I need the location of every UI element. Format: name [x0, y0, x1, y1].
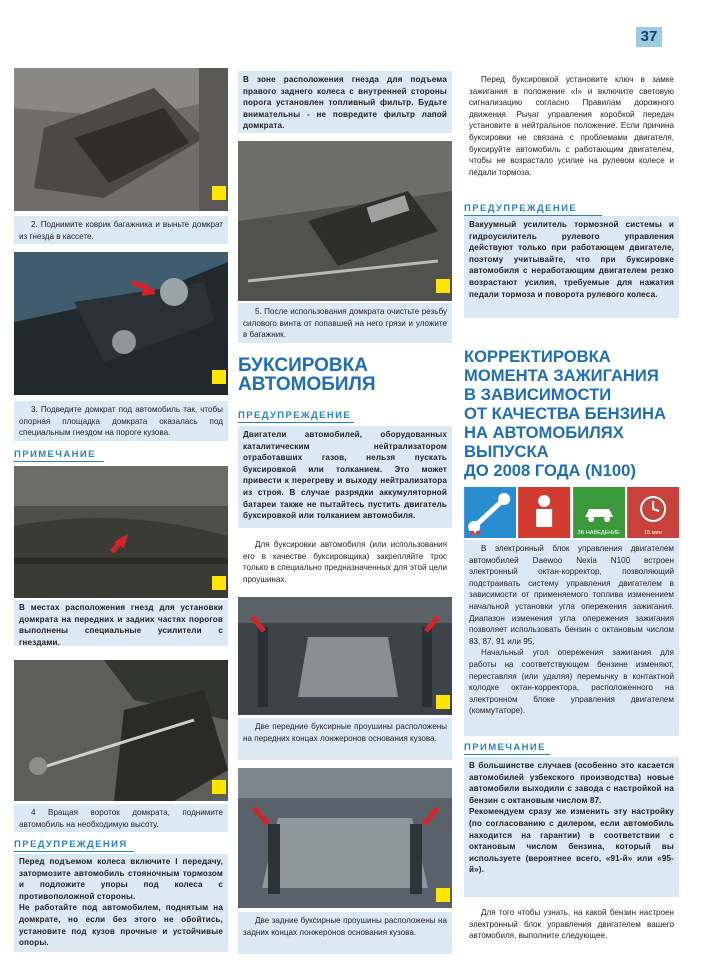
- final-instructions-text: Для того чтобы узнать, на какой бензин настроен электронный блок управления двигателем вашего автомобиля, выполните следующее.: [464, 904, 679, 952]
- section-title-ignition: КОРРЕКТИРОВКА МОМЕНТА ЗАЖИГАНИЯ В ЗАВИСИМОСТИ ОТ КАЧЕСТВА БЕНЗИНА НА АВТОМОБИЛЯХ ВЫПУСКА ДО 2008 ГОДА (N100): [464, 347, 666, 480]
- note-text-left: В местах расположения гнезд для установки домкрата на передних и задних частях порогов выполнены специальные усилители с гнездами.: [14, 600, 228, 646]
- page-number: 37: [636, 27, 662, 47]
- caption-step-3: 3. Подведите домкрат под автомобиль так, чтобы опорная площадка домкрата оказалась под специальным гнездом на пороге кузова.: [14, 401, 228, 441]
- caption-step-5: 5. После использования домкрата очистьте резьбу силового винта от попавшей на него грязи и уложите в багажник.: [238, 303, 452, 343]
- note-text-right: В большинстве случаев (особенно это касается автомобилей узбекского производства) новые автомобили выходили с завода с настройкой на бензин с октановым числом 87. Рекомендуем сразу же изменить эту настройку (по согласованию с дилером, если автомобиль находится на гарантии) в соответствии с октановым числом бензина, который вы используете (вероятнее всего, «91-й» или «95-й»).: [464, 757, 679, 897]
- wrench-tool-icon: [464, 487, 516, 538]
- fuel-filter-note: В зоне расположения гнезда для подъема правого заднего колеса с внутренней стороны порога установлен топливный фильтр. Будьте внимательны - не повредите фильтр лапой домкрата.: [238, 71, 452, 133]
- caption-front-hooks: Две передние буксирные проушины расположены на передних концах лонжеронов основания кузова.: [238, 718, 452, 760]
- tool-icons-row: [464, 487, 679, 538]
- clock-time-icon: 15 мин: [627, 487, 679, 538]
- warnings-header-left: ПРЕДУПРЕЖДЕНИЯ: [14, 839, 134, 852]
- note-header-left: ПРИМЕЧАНИЕ: [14, 449, 104, 462]
- caption-rear-hooks: Две задние буксирные проушины расположены на задних концах лонжеронов основания кузова.: [238, 912, 452, 954]
- towing-procedure-text: Перед буксировкой установите ключ в замке зажигания в положение «I» и включите световую сигнализацию согласно Правилам дорожного движения. Рычаг управления коробкой передач установите в нейтральное положение. Если причина буксировки не связана с проблемами двигателя, буксируйте автомобиль с работающим двигателем, чтобы не возрастало усилие на рулевом колесе и педали тормоза.: [464, 71, 679, 195]
- warning-header-right: ПРЕДУПРЕЖДЕНИЕ: [464, 203, 602, 216]
- photo-jack-stowed: [238, 141, 452, 301]
- car-lift-icon: ЗБ НАВЕДЕНИЕ: [573, 487, 625, 538]
- mechanic-person-icon: [518, 487, 570, 538]
- warning-text-right: Вакуумный усилитель тормозной системы и гидроусилитель рулевого управления действуют только при работающем двигателе, поэтому учитывайте, что при буксировке автомобиля с неработающим двигателем резко возрастают усилия, требуемые для нажатия педали тормоза и поворота рулевого колеса.: [464, 216, 679, 318]
- photo-jack-crank: [14, 660, 228, 801]
- photo-jack-socket: [14, 252, 228, 395]
- caption-step-4: 4 Вращая вороток домкрата, поднимите автомобиль на необходимую высоту.: [14, 804, 228, 832]
- note-header-right: ПРИМЕЧАНИЕ: [464, 742, 550, 755]
- octane-corrector-text: В электронный блок управления двигателем автомобилей Daewoo Nexia N100 встроен электронный октан-корректор, позволяющий подстраивать систему управления двигателем в зависимости от применяемого топлива изменением начальной установки угла опережения зажигания. Диапазон изменения угла опережения зажигания позволяет использовать бензин с октановым числом 83, 87, 91 или 95. Начальный угол опережения зажигания для работы на соответствующем бензине изменяют, переставляя (или удаляя) перемычку в контактной колодке октан-корректора, расположенного на электронном блоке управления двигателем (коммутаторе).: [464, 540, 679, 736]
- warning-header-towing: ПРЕДУПРЕЖДЕНИЕ: [238, 410, 354, 423]
- section-title-towing: БУКСИРОВКА АВТОМОБИЛЯ: [238, 355, 376, 395]
- warning-text-towing: Двигатели автомобилей, оборудованных каталитическим нейтрализатором отработавших газов, нельзя пускать буксировкой или толканием. Это может привести к перегреву и выходу нейтрализатора из строя. В случае разрядки аккумуляторной батареи также не пытайтесь пустить двигатель буксировкой или толканием автомобиля.: [238, 426, 452, 528]
- photo-front-tow-hooks: [238, 597, 452, 715]
- photo-trunk-mat: [14, 68, 228, 211]
- towing-instructions: Для буксировки автомобиля (или использования его в качестве буксировщика) закрепляйте трос только в специально предназначенных для этой цели проушинах.: [238, 536, 452, 590]
- warnings-text-left: Перед подъемом колеса включите I передачу, затормозите автомобиль стояночным тормозом и подложите упоры под колеса с противоположной стороны. Не работайте под автомобилем, поднятым на домкрате, но если без этого не обойтись, установите под кузов прочные и устойчивые опоры.: [14, 854, 228, 952]
- caption-step-2: 2. Поднимите коврик багажника и выньте домкрат из гнезда в кассете.: [14, 216, 228, 244]
- photo-jack-point-detail: [14, 466, 228, 598]
- photo-rear-tow-hooks: [238, 768, 452, 908]
